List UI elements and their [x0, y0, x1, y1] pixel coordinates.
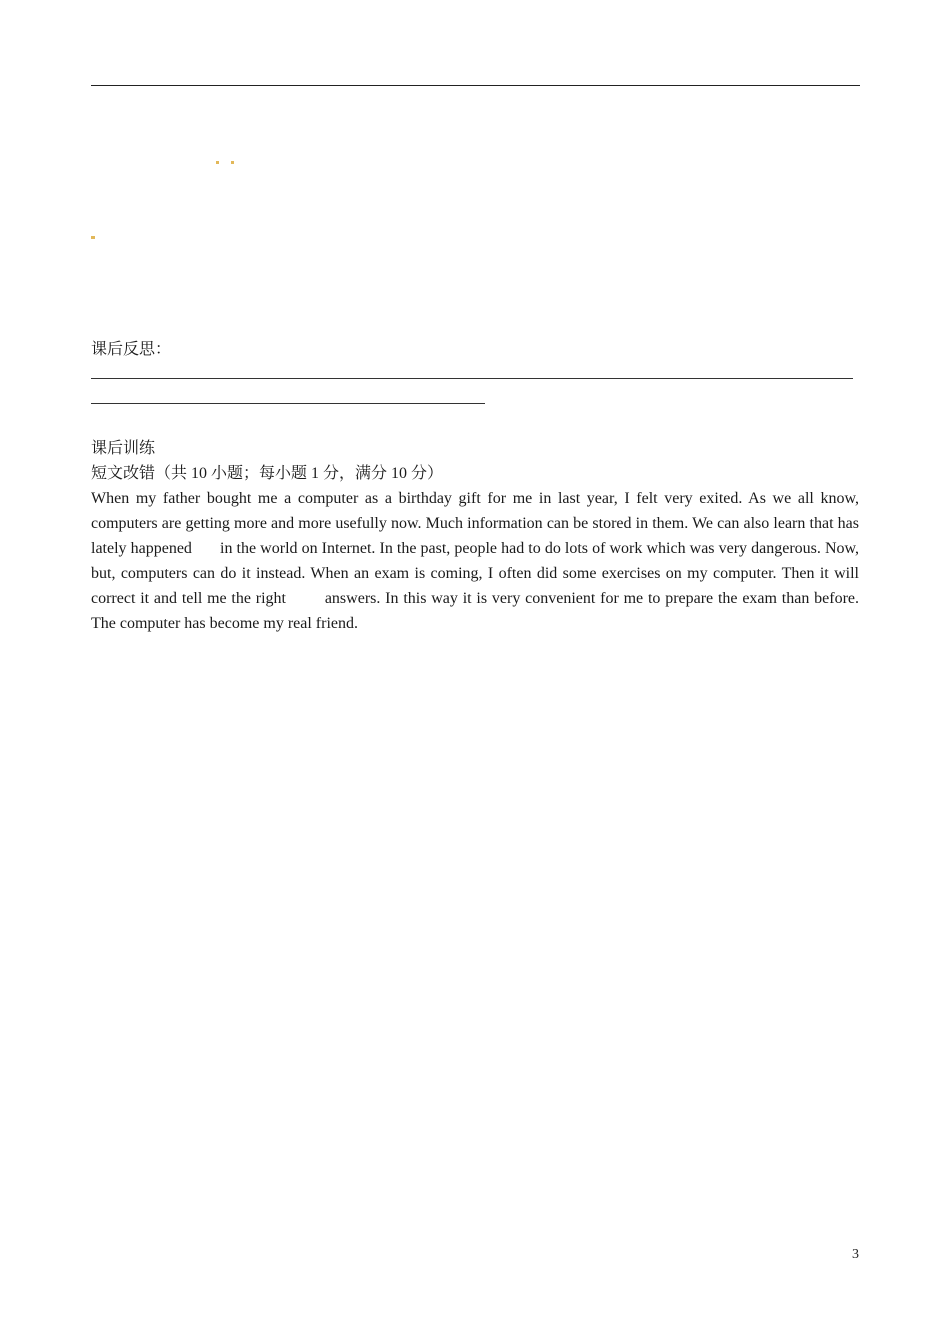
- reflection-answer-line: [91, 378, 853, 379]
- reflection-answer-line: [91, 403, 485, 404]
- decorative-speck: [91, 236, 95, 239]
- error-correction-passage: [91, 486, 859, 636]
- practice-title: 课后训练: [91, 440, 156, 457]
- passage-text: When my father bought me a computer as a birthday gift for me in last year, I felt very exited. As we all know, computers are getting more and more usefully now. Much information can be stored in them. We can also learn that has lately happened: [91, 490, 859, 557]
- exercise-instruction: 短文改错（共 10 小题；每小题 1 分，满分 10 分）: [91, 465, 444, 482]
- header-rule: [91, 85, 860, 86]
- decorative-speck: [216, 161, 219, 164]
- page-number: 3: [852, 1247, 859, 1262]
- reflection-label: 课后反思：: [91, 341, 172, 358]
- passage-text: in the world on Internet. In the past, people had to do lots of work which was very dangerous. Now, but, computers can do it instead. When an exam is coming, I often did some exercises on my computer. Then it will correct it and tell me the right: [91, 540, 860, 607]
- passage-text: answers. In this way it is very convenient for me to prepare the exam than before. The computer has become my real friend.: [91, 590, 860, 632]
- decorative-speck: [231, 161, 234, 164]
